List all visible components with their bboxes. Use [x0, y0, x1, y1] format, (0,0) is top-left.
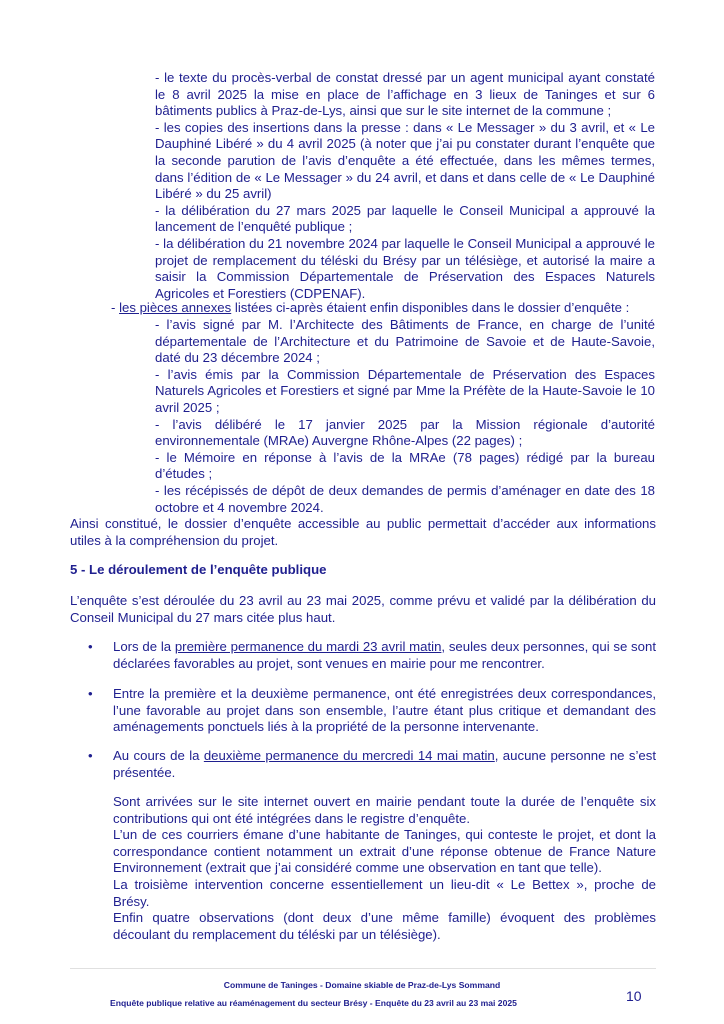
list-item: - l’avis délibéré le 17 janvier 2025 par la Mission régionale d’autorité environnementale (MRAe) Auvergne Rhône-Alpes (22 pages) ;: [155, 416, 655, 449]
bullet-first-permanence: Lors de la première permanence du mardi 23 avril matin, seules deux personnes, qui se sont déclarées favorables au projet, sont venues en mairie pour me rencontrer.: [113, 639, 656, 671]
paragraph: La troisième intervention concerne essentiellement un lieu-dit « Le Bettex », proche de Brésy.: [113, 876, 656, 909]
summary-paragraph: Ainsi constitué, le dossier d’enquête accessible au public permettait d’accéder aux informations utiles à la compréhension du projet.: [70, 516, 656, 548]
footer-enquete: Enquête publique relative au réaménagement du secteur Brésy - Enquête du 23 avril au 23 mai 2025: [110, 998, 517, 1008]
bullet-second-permanence: Au cours de la deuxième permanence du mercredi 14 mai matin, aucune personne ne s’est présentée.: [113, 748, 656, 780]
list-item: - la délibération du 27 mars 2025 par laquelle le Conseil Municipal a approuvé la lancement de l’enquêté publique ;: [155, 202, 655, 235]
second-permanence-underlined: deuxième permanence du mercredi 14 mai matin: [203, 748, 495, 763]
annex-intro-suffix: listées ci-après étaient enfin disponibles dans le dossier d’enquête :: [231, 300, 630, 315]
bullet-marker: •: [88, 639, 93, 654]
paragraph: Sont arrivées sur le site internet ouvert en mairie pendant toute la durée de l’enquête six contributions qui ont été intégrées dans le registre d’enquête.: [113, 794, 656, 826]
page-number: 10: [626, 988, 642, 1004]
list-item: - la délibération du 21 novembre 2024 par laquelle le Conseil Municipal a approuvé le projet de remplacement du téléski du Brésy par un télésiège, et autorisé la maire a saisir la Commission Départementale de Préservation des Espaces Naturels Agricoles et Forestiers (CDPENAF).: [155, 235, 655, 301]
bullet-marker: •: [88, 748, 93, 763]
annex-intro-prefix: -: [111, 300, 120, 315]
internet-contributions: [113, 794, 656, 943]
section-intro: L’enquête s’est déroulée du 23 avril au 23 mai 2025, comme prévu et validé par la délibération du Conseil Municipal du 27 mars citée plus haut.: [70, 593, 656, 625]
annex-intro-underlined: les pièces annexes: [119, 300, 232, 315]
dossier-pieces-list: [155, 70, 655, 302]
list-item: - le Mémoire en réponse à l’avis de la MRAe (78 pages) rédigé par la bureau d’études ;: [155, 449, 655, 482]
annex-list: [155, 317, 655, 516]
footer-commune: Commune de Taninges - Domaine skiable de Praz-de-Lys Sommand: [223, 980, 501, 990]
list-item: - les récépissés de dépôt de deux demandes de permis d’aménager en date des 18 octobre et 4 novembre 2024.: [155, 482, 655, 515]
list-item: - l’avis émis par la Commission Départementale de Préservation des Espaces Naturels Agricoles et Forestiers et signé par Mme la Préfète de la Haute-Savoie le 10 avril 2025 ;: [155, 366, 655, 415]
list-item: - les copies des insertions dans la presse : dans « Le Messager » du 3 avril, et « Le Dauphiné Libéré » du 4 avril 2025 (à noter que j’ai pu constater durant l’enquête que la seconde parution de l’avis d’enquête a été effectuée, dans les mêmes termes, dans l’édition de « Le Messager » du 24 avril, et dans et dans celle de « Le Dauphiné Libéré » du 25 avril): [155, 119, 655, 202]
bullet-marker: •: [88, 686, 93, 701]
first-permanence-underlined: première permanence du mardi 23 avril matin: [174, 639, 442, 654]
annex-intro: [111, 300, 656, 317]
paragraph: L’un de ces courriers émane d’une habitante de Taninges, qui conteste le projet, et dont la correspondance contient notamment un extrait d’une réponse obtenue de France Nature Environnement (extrait que j’ai considéré comme une observation en tant que telle).: [113, 827, 656, 876]
list-item: - l’avis signé par M. l’Architecte des Bâtiments de France, en charge de l’unité départementale de l’Architecture et du Patrimoine de Savoie et de Haute-Savoie, daté du 23 décembre 2024 ;: [155, 317, 655, 366]
bullet-correspondences: Entre la première et la deuxième permanence, ont été enregistrées deux correspondances, l’une favorable au projet dans son ensemble, l’autre étant plus critique et demandant des aménagements ponctuels liés à la propriété de la personne intervenante.: [113, 686, 656, 735]
list-item: - le texte du procès-verbal de constat dressé par un agent municipal ayant constaté le 8 avril 2025 la mise en place de l’affichage en 3 lieux de Taninges et sur 6 bâtiments publics à Praz-de-Lys, ainsi que sur le site internet de la commune ;: [155, 70, 655, 119]
footer-divider: [70, 968, 656, 969]
paragraph: Enfin quatre observations (dont deux d’une même famille) évoquent des problèmes découlant du remplacement du téléski par un télésiège).: [113, 910, 656, 942]
section-heading: 5 - Le déroulement de l’enquête publique: [70, 562, 327, 577]
